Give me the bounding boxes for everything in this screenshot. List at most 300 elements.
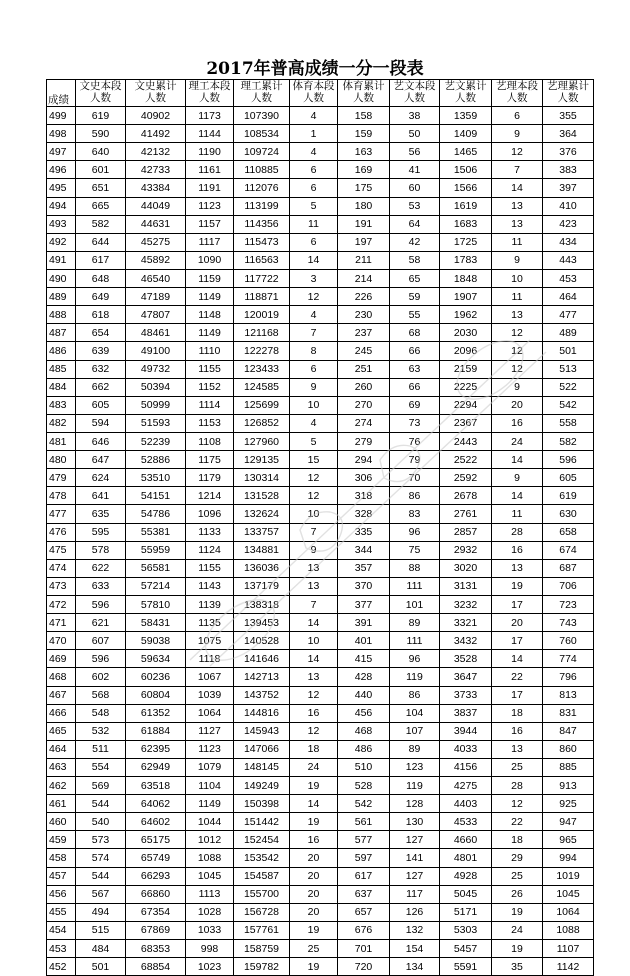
count-cell: 67354 <box>126 903 186 921</box>
column-header-line1: 理工本段 <box>188 80 231 92</box>
count-cell: 5457 <box>440 940 492 958</box>
count-cell: 1045 <box>186 867 234 885</box>
count-cell: 577 <box>338 831 390 849</box>
count-cell: 118871 <box>234 288 290 306</box>
table-row <box>47 288 594 306</box>
score-cell: 495 <box>47 179 76 197</box>
count-cell: 574 <box>76 849 126 867</box>
count-cell: 10 <box>290 396 338 414</box>
count-cell: 14 <box>290 251 338 269</box>
count-cell: 96 <box>390 523 440 541</box>
score-cell: 485 <box>47 360 76 378</box>
table-row <box>47 903 594 921</box>
count-cell: 1907 <box>440 288 492 306</box>
count-cell: 117722 <box>234 269 290 287</box>
count-cell: 19 <box>290 958 338 976</box>
count-cell: 42 <box>390 233 440 251</box>
count-cell: 57810 <box>126 595 186 613</box>
count-cell: 1023 <box>186 958 234 976</box>
count-cell: 15 <box>290 451 338 469</box>
table-row <box>47 831 594 849</box>
count-cell: 1019 <box>543 867 594 885</box>
count-cell: 25 <box>492 758 543 776</box>
column-header-line1: 理工累计 <box>240 80 283 92</box>
count-cell: 64062 <box>126 795 186 813</box>
count-cell: 522 <box>543 378 594 396</box>
table-body <box>47 107 594 976</box>
count-cell: 1566 <box>440 179 492 197</box>
table-row <box>47 396 594 414</box>
count-cell: 13 <box>492 197 543 215</box>
count-cell: 4928 <box>440 867 492 885</box>
count-cell: 123 <box>390 758 440 776</box>
count-cell: 143752 <box>234 686 290 704</box>
count-cell: 19 <box>492 903 543 921</box>
count-cell: 107 <box>390 722 440 740</box>
count-cell: 335 <box>338 523 390 541</box>
count-cell: 515 <box>76 921 126 939</box>
count-cell: 4 <box>290 143 338 161</box>
count-cell: 1175 <box>186 451 234 469</box>
count-cell: 662 <box>76 378 126 396</box>
column-header-7 <box>390 80 440 107</box>
count-cell: 20 <box>290 885 338 903</box>
count-cell: 3131 <box>440 577 492 595</box>
count-cell: 294 <box>338 451 390 469</box>
score-cell: 455 <box>47 903 76 921</box>
count-cell: 60 <box>390 179 440 197</box>
count-cell: 7 <box>290 324 338 342</box>
column-header-line1: 体育本段 <box>292 80 335 92</box>
count-cell: 1139 <box>186 595 234 613</box>
count-cell: 13 <box>492 559 543 577</box>
score-cell: 475 <box>47 541 76 559</box>
count-cell: 477 <box>543 306 594 324</box>
column-header-8 <box>440 80 492 107</box>
count-cell: 53510 <box>126 469 186 487</box>
count-cell: 602 <box>76 668 126 686</box>
count-cell: 59038 <box>126 632 186 650</box>
table-row <box>47 342 594 360</box>
count-cell: 7 <box>290 595 338 613</box>
count-cell: 12 <box>290 722 338 740</box>
count-cell: 1683 <box>440 215 492 233</box>
count-cell: 1133 <box>186 523 234 541</box>
count-cell: 9 <box>492 378 543 396</box>
count-cell: 40902 <box>126 107 186 125</box>
count-cell: 141 <box>390 849 440 867</box>
count-cell: 115473 <box>234 233 290 251</box>
column-header-4 <box>234 80 290 107</box>
count-cell: 630 <box>543 505 594 523</box>
count-cell: 578 <box>76 541 126 559</box>
count-cell: 434 <box>543 233 594 251</box>
count-cell: 64 <box>390 215 440 233</box>
count-cell: 104 <box>390 704 440 722</box>
count-cell: 66860 <box>126 885 186 903</box>
count-cell: 12 <box>492 342 543 360</box>
table-row <box>47 324 594 342</box>
count-cell: 622 <box>76 559 126 577</box>
count-cell: 646 <box>76 432 126 450</box>
count-cell: 7 <box>290 523 338 541</box>
table-row <box>47 867 594 885</box>
score-cell: 481 <box>47 432 76 450</box>
score-cell: 470 <box>47 632 76 650</box>
count-cell: 66 <box>390 378 440 396</box>
count-cell: 22 <box>492 668 543 686</box>
count-cell: 4275 <box>440 777 492 795</box>
count-cell: 113199 <box>234 197 290 215</box>
count-cell: 20 <box>290 849 338 867</box>
score-distribution-table <box>46 79 594 976</box>
count-cell: 2159 <box>440 360 492 378</box>
count-cell: 540 <box>76 813 126 831</box>
count-cell: 251 <box>338 360 390 378</box>
count-cell: 62949 <box>126 758 186 776</box>
column-header-5 <box>290 80 338 107</box>
count-cell: 158 <box>338 107 390 125</box>
column-header-9 <box>492 80 543 107</box>
table-row <box>47 577 594 595</box>
count-cell: 79 <box>390 451 440 469</box>
count-cell: 486 <box>338 740 390 758</box>
table-row <box>47 541 594 559</box>
count-cell: 651 <box>76 179 126 197</box>
column-header-2 <box>126 80 186 107</box>
table-row <box>47 233 594 251</box>
count-cell: 513 <box>543 360 594 378</box>
count-cell: 1783 <box>440 251 492 269</box>
count-cell: 61884 <box>126 722 186 740</box>
table-row <box>47 921 594 939</box>
count-cell: 214 <box>338 269 390 287</box>
score-cell: 461 <box>47 795 76 813</box>
score-cell: 472 <box>47 595 76 613</box>
column-header-line1: 文史累计 <box>134 80 177 92</box>
score-cell: 486 <box>47 342 76 360</box>
count-cell: 456 <box>338 704 390 722</box>
count-cell: 12 <box>290 288 338 306</box>
count-cell: 63518 <box>126 777 186 795</box>
count-cell: 397 <box>543 179 594 197</box>
column-header-0 <box>47 80 76 107</box>
count-cell: 127 <box>390 867 440 885</box>
count-cell: 676 <box>338 921 390 939</box>
count-cell: 45892 <box>126 251 186 269</box>
count-cell: 116563 <box>234 251 290 269</box>
count-cell: 152454 <box>234 831 290 849</box>
table-row <box>47 777 594 795</box>
score-cell: 456 <box>47 885 76 903</box>
count-cell: 2367 <box>440 414 492 432</box>
count-cell: 48461 <box>126 324 186 342</box>
count-cell: 16 <box>492 541 543 559</box>
count-cell: 1190 <box>186 143 234 161</box>
count-cell: 107390 <box>234 107 290 125</box>
count-cell: 101 <box>390 595 440 613</box>
count-cell: 59634 <box>126 650 186 668</box>
count-cell: 127960 <box>234 432 290 450</box>
count-cell: 64602 <box>126 813 186 831</box>
count-cell: 357 <box>338 559 390 577</box>
score-cell: 494 <box>47 197 76 215</box>
count-cell: 1075 <box>186 632 234 650</box>
table-row <box>47 940 594 958</box>
table-row <box>47 161 594 179</box>
table-row <box>47 559 594 577</box>
count-cell: 60236 <box>126 668 186 686</box>
count-cell: 1 <box>290 125 338 143</box>
count-cell: 619 <box>76 107 126 125</box>
count-cell: 66 <box>390 342 440 360</box>
count-cell: 12 <box>492 324 543 342</box>
count-cell: 89 <box>390 740 440 758</box>
count-cell: 410 <box>543 197 594 215</box>
count-cell: 947 <box>543 813 594 831</box>
count-cell: 41492 <box>126 125 186 143</box>
table-row <box>47 758 594 776</box>
count-cell: 134881 <box>234 541 290 559</box>
count-cell: 180 <box>338 197 390 215</box>
count-cell: 443 <box>543 251 594 269</box>
count-cell: 607 <box>76 632 126 650</box>
table-row <box>47 523 594 541</box>
count-cell: 144816 <box>234 704 290 722</box>
count-cell: 813 <box>543 686 594 704</box>
count-cell: 159 <box>338 125 390 143</box>
count-cell: 760 <box>543 632 594 650</box>
count-cell: 55381 <box>126 523 186 541</box>
table-row <box>47 614 594 632</box>
count-cell: 4156 <box>440 758 492 776</box>
count-cell: 18 <box>492 704 543 722</box>
count-cell: 16 <box>492 414 543 432</box>
count-cell: 1359 <box>440 107 492 125</box>
count-cell: 3321 <box>440 614 492 632</box>
count-cell: 657 <box>338 903 390 921</box>
count-cell: 54151 <box>126 487 186 505</box>
count-cell: 12 <box>492 360 543 378</box>
count-cell: 658 <box>543 523 594 541</box>
table-row <box>47 179 594 197</box>
count-cell: 12 <box>290 487 338 505</box>
score-cell: 488 <box>47 306 76 324</box>
count-cell: 3 <box>290 269 338 287</box>
count-cell: 131528 <box>234 487 290 505</box>
column-header-line2: 人数 <box>90 92 111 104</box>
table-row <box>47 378 594 396</box>
table-row <box>47 269 594 287</box>
count-cell: 62395 <box>126 740 186 758</box>
column-header-line1: 艺理本段 <box>496 80 538 92</box>
count-cell: 12 <box>492 795 543 813</box>
score-cell: 452 <box>47 958 76 976</box>
count-cell: 10 <box>290 632 338 650</box>
score-cell: 457 <box>47 867 76 885</box>
count-cell: 544 <box>76 867 126 885</box>
count-cell: 58 <box>390 251 440 269</box>
count-cell: 230 <box>338 306 390 324</box>
count-cell: 4801 <box>440 849 492 867</box>
count-cell: 137179 <box>234 577 290 595</box>
count-cell: 153542 <box>234 849 290 867</box>
count-cell: 111 <box>390 632 440 650</box>
count-cell: 28 <box>492 523 543 541</box>
count-cell: 1144 <box>186 125 234 143</box>
count-cell: 391 <box>338 614 390 632</box>
count-cell: 96 <box>390 650 440 668</box>
count-cell: 665 <box>76 197 126 215</box>
count-cell: 139453 <box>234 614 290 632</box>
count-cell: 122278 <box>234 342 290 360</box>
count-cell: 544 <box>76 795 126 813</box>
count-cell: 1118 <box>186 650 234 668</box>
count-cell: 29 <box>492 849 543 867</box>
count-cell: 25 <box>492 867 543 885</box>
count-cell: 723 <box>543 595 594 613</box>
count-cell: 16 <box>492 722 543 740</box>
count-cell: 1117 <box>186 233 234 251</box>
count-cell: 428 <box>338 668 390 686</box>
count-cell: 56 <box>390 143 440 161</box>
count-cell: 3647 <box>440 668 492 686</box>
count-cell: 111 <box>390 577 440 595</box>
count-cell: 532 <box>76 722 126 740</box>
count-cell: 35 <box>492 958 543 976</box>
count-cell: 28 <box>492 777 543 795</box>
table-row <box>47 143 594 161</box>
count-cell: 279 <box>338 432 390 450</box>
count-cell: 14 <box>290 795 338 813</box>
count-cell: 2522 <box>440 451 492 469</box>
count-cell: 1067 <box>186 668 234 686</box>
count-cell: 2294 <box>440 396 492 414</box>
score-cell: 477 <box>47 505 76 523</box>
table-row <box>47 795 594 813</box>
count-cell: 63 <box>390 360 440 378</box>
count-cell: 42132 <box>126 143 186 161</box>
count-cell: 19 <box>492 577 543 595</box>
count-cell: 7 <box>492 161 543 179</box>
column-header-line1: 文史本段 <box>79 80 122 92</box>
count-cell: 50394 <box>126 378 186 396</box>
count-cell: 169 <box>338 161 390 179</box>
count-cell: 774 <box>543 650 594 668</box>
count-cell: 11 <box>492 288 543 306</box>
count-cell: 633 <box>76 577 126 595</box>
count-cell: 2678 <box>440 487 492 505</box>
count-cell: 4 <box>290 414 338 432</box>
count-cell: 154587 <box>234 867 290 885</box>
count-cell: 2096 <box>440 342 492 360</box>
count-cell: 701 <box>338 940 390 958</box>
count-cell: 3020 <box>440 559 492 577</box>
table-row <box>47 360 594 378</box>
count-cell: 649 <box>76 288 126 306</box>
count-cell: 25 <box>290 940 338 958</box>
count-cell: 1142 <box>543 958 594 976</box>
count-cell: 617 <box>76 251 126 269</box>
count-cell: 1110 <box>186 342 234 360</box>
count-cell: 561 <box>338 813 390 831</box>
column-header-line2: 人数 <box>145 92 166 104</box>
count-cell: 1123 <box>186 740 234 758</box>
score-cell: 480 <box>47 451 76 469</box>
count-cell: 66293 <box>126 867 186 885</box>
count-cell: 9 <box>492 125 543 143</box>
count-cell: 464 <box>543 288 594 306</box>
count-cell: 50 <box>390 125 440 143</box>
count-cell: 5045 <box>440 885 492 903</box>
count-cell: 364 <box>543 125 594 143</box>
count-cell: 126852 <box>234 414 290 432</box>
count-cell: 641 <box>76 487 126 505</box>
count-cell: 142713 <box>234 668 290 686</box>
table-row <box>47 595 594 613</box>
score-cell: 498 <box>47 125 76 143</box>
count-cell: 1114 <box>186 396 234 414</box>
count-cell: 26 <box>492 885 543 903</box>
count-cell: 89 <box>390 614 440 632</box>
count-cell: 18 <box>290 740 338 758</box>
score-cell: 469 <box>47 650 76 668</box>
table-row <box>47 469 594 487</box>
count-cell: 132 <box>390 921 440 939</box>
count-cell: 720 <box>338 958 390 976</box>
count-cell: 965 <box>543 831 594 849</box>
count-cell: 14 <box>492 179 543 197</box>
count-cell: 158759 <box>234 940 290 958</box>
count-cell: 1191 <box>186 179 234 197</box>
count-cell: 75 <box>390 541 440 559</box>
count-cell: 130314 <box>234 469 290 487</box>
count-cell: 1079 <box>186 758 234 776</box>
count-cell: 9 <box>492 251 543 269</box>
count-cell: 1155 <box>186 559 234 577</box>
count-cell: 644 <box>76 233 126 251</box>
count-cell: 501 <box>76 958 126 976</box>
count-cell: 415 <box>338 650 390 668</box>
column-header-line2: 人数 <box>557 92 579 104</box>
count-cell: 127 <box>390 831 440 849</box>
count-cell: 5 <box>290 197 338 215</box>
count-cell: 13 <box>290 577 338 595</box>
count-cell: 558 <box>543 414 594 432</box>
count-cell: 52239 <box>126 432 186 450</box>
score-cell: 490 <box>47 269 76 287</box>
count-cell: 121168 <box>234 324 290 342</box>
count-cell: 14 <box>290 614 338 632</box>
score-cell: 462 <box>47 777 76 795</box>
count-cell: 453 <box>543 269 594 287</box>
column-header-line1: 艺理累计 <box>547 80 589 92</box>
count-cell: 6 <box>492 107 543 125</box>
table-row <box>47 668 594 686</box>
count-cell: 618 <box>76 306 126 324</box>
count-cell: 3944 <box>440 722 492 740</box>
count-cell: 155700 <box>234 885 290 903</box>
table-row <box>47 487 594 505</box>
count-cell: 44631 <box>126 215 186 233</box>
count-cell: 582 <box>543 432 594 450</box>
count-cell: 1149 <box>186 288 234 306</box>
column-header-line1: 艺文本段 <box>393 80 436 92</box>
count-cell: 19 <box>290 777 338 795</box>
count-cell: 1149 <box>186 324 234 342</box>
count-cell: 73 <box>390 414 440 432</box>
count-cell: 130 <box>390 813 440 831</box>
